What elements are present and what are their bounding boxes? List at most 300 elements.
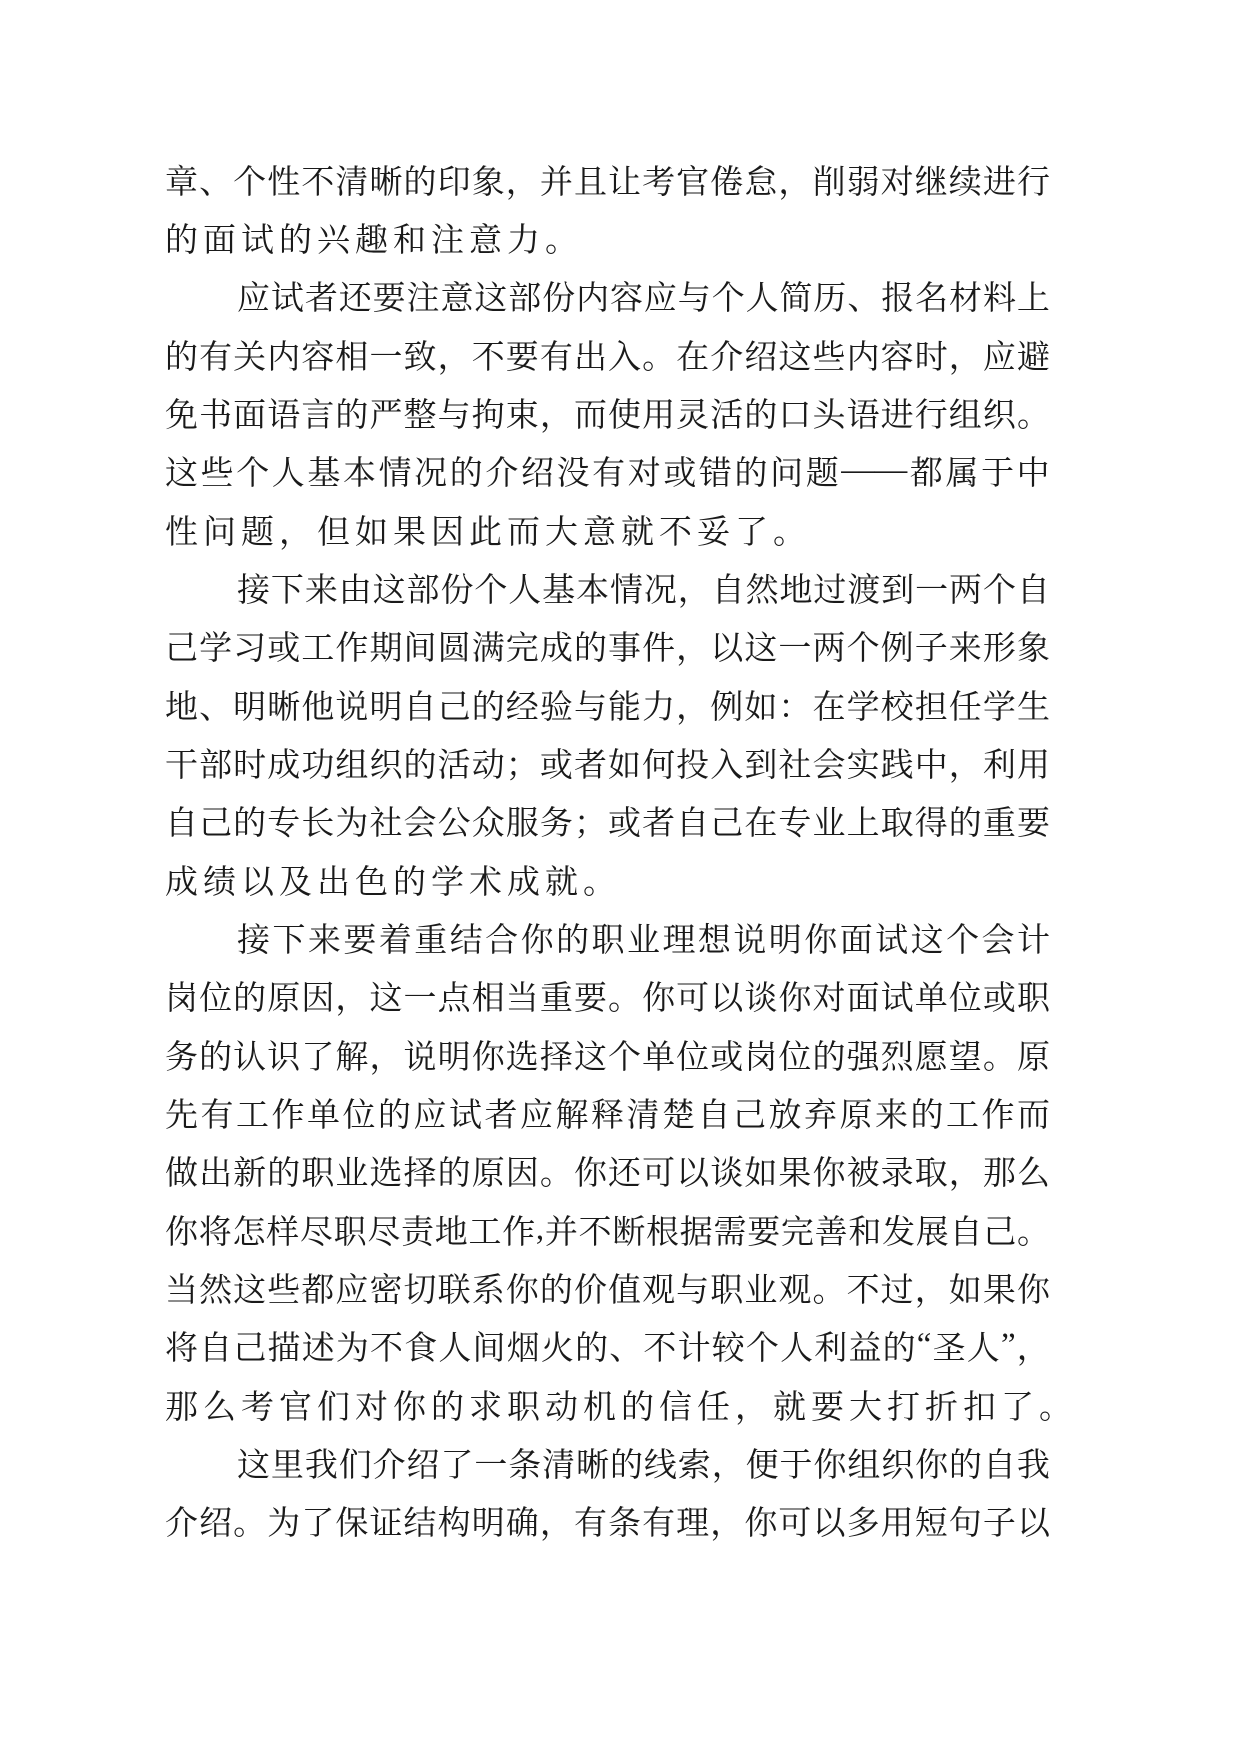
glyph: 选 bbox=[505, 1039, 539, 1076]
glyph: 会 bbox=[981, 922, 1015, 959]
glyph: 官 bbox=[676, 164, 710, 201]
glyph: 印 bbox=[437, 164, 471, 201]
glyph: 专 bbox=[267, 806, 301, 843]
glyph: 的 bbox=[267, 1156, 301, 1193]
glyph: 绩 bbox=[203, 864, 236, 901]
glyph: 中 bbox=[1016, 456, 1050, 493]
glyph: 选 bbox=[369, 1156, 403, 1193]
glyph: 观 bbox=[778, 1272, 812, 1309]
glyph: 介 bbox=[485, 456, 519, 493]
glyph: 然 bbox=[199, 1272, 233, 1309]
glyph: 应 bbox=[982, 339, 1016, 376]
glyph: 愿 bbox=[914, 1039, 948, 1076]
glyph: 。 bbox=[642, 339, 676, 376]
glyph: 重 bbox=[539, 981, 573, 1018]
glyph: 位 bbox=[342, 1097, 376, 1134]
glyph: 构 bbox=[437, 1506, 471, 1543]
glyph: 的 bbox=[812, 1039, 846, 1076]
glyph: 而 bbox=[507, 514, 540, 551]
glyph: 试 bbox=[875, 922, 909, 959]
glyph: 善 bbox=[814, 1214, 848, 1251]
glyph: 和 bbox=[848, 1214, 882, 1251]
glyph: 位 bbox=[676, 1039, 710, 1076]
glyph: 扣 bbox=[963, 1389, 996, 1426]
glyph: 些 bbox=[267, 1272, 301, 1309]
glyph: 例 bbox=[710, 689, 744, 726]
glyph: 行 bbox=[1016, 164, 1050, 201]
glyph: 时 bbox=[914, 339, 948, 376]
glyph: 据 bbox=[679, 1214, 713, 1251]
glyph: 以 bbox=[676, 1156, 710, 1193]
glyph: 生 bbox=[1016, 689, 1050, 726]
text-line bbox=[165, 617, 1050, 675]
glyph: 的 bbox=[609, 1447, 643, 1484]
glyph: 于 bbox=[981, 456, 1015, 493]
glyph: 在 bbox=[812, 689, 846, 726]
glyph: 验 bbox=[539, 689, 573, 726]
glyph: 自 bbox=[711, 572, 745, 609]
glyph: 官 bbox=[279, 1389, 312, 1426]
glyph: 择 bbox=[403, 1156, 437, 1193]
glyph: 根 bbox=[646, 1214, 680, 1251]
glyph: 大 bbox=[849, 1389, 882, 1426]
glyph: 这 bbox=[744, 631, 778, 668]
glyph: 要 bbox=[573, 981, 607, 1018]
glyph: 考 bbox=[241, 1389, 274, 1426]
glyph: 你 bbox=[165, 1214, 198, 1251]
glyph: 晰 bbox=[576, 1447, 610, 1484]
glyph: 应 bbox=[335, 1272, 369, 1309]
glyph: ； bbox=[573, 806, 607, 843]
glyph: 线 bbox=[643, 1447, 677, 1484]
glyph: 我 bbox=[304, 1447, 338, 1484]
glyph: 过 bbox=[880, 1272, 914, 1309]
glyph: 么 bbox=[203, 1389, 236, 1426]
glyph: 说 bbox=[733, 922, 767, 959]
glyph: 由 bbox=[338, 572, 372, 609]
glyph: 的 bbox=[279, 222, 312, 259]
glyph: 要 bbox=[343, 922, 377, 959]
glyph: 烈 bbox=[880, 1039, 914, 1076]
glyph: 被 bbox=[846, 1156, 880, 1193]
glyph: 得 bbox=[914, 806, 948, 843]
glyph: 的 bbox=[882, 1331, 916, 1368]
glyph: 打 bbox=[887, 1389, 920, 1426]
glyph: 削 bbox=[812, 164, 846, 201]
glyph: 就 bbox=[545, 864, 578, 901]
glyph: 作 bbox=[502, 1214, 536, 1251]
glyph: 章 bbox=[165, 164, 198, 201]
glyph: 属 bbox=[945, 456, 979, 493]
glyph: 与 bbox=[677, 281, 711, 318]
glyph: 的 bbox=[949, 1447, 983, 1484]
glyph: 业 bbox=[812, 806, 846, 843]
glyph: 注 bbox=[406, 281, 440, 318]
glyph: 然 bbox=[745, 572, 779, 609]
glyph: 个 bbox=[474, 572, 508, 609]
glyph: 学 bbox=[846, 689, 880, 726]
glyph: 面 bbox=[233, 397, 267, 434]
glyph: 不 bbox=[643, 1331, 677, 1368]
glyph: 到 bbox=[744, 747, 778, 784]
glyph: 。 bbox=[233, 1506, 267, 1543]
text-line bbox=[165, 558, 1050, 616]
glyph: ， bbox=[539, 1506, 573, 1543]
glyph: 活 bbox=[710, 397, 744, 434]
glyph: 此 bbox=[469, 514, 502, 551]
glyph: 但 bbox=[317, 514, 350, 551]
text-line bbox=[165, 1375, 1072, 1433]
glyph: 成 bbox=[165, 864, 198, 901]
glyph: 清 bbox=[542, 1447, 576, 1484]
glyph: 因 bbox=[301, 981, 335, 1018]
glyph: 大 bbox=[545, 514, 578, 551]
glyph: 弱 bbox=[846, 164, 880, 201]
glyph: 位 bbox=[778, 1039, 812, 1076]
glyph: 在 bbox=[744, 806, 778, 843]
glyph: 束 bbox=[505, 397, 539, 434]
glyph: 的 bbox=[199, 1039, 233, 1076]
glyph: 者 bbox=[642, 806, 676, 843]
glyph: 接 bbox=[237, 572, 270, 609]
glyph: 了 bbox=[301, 1039, 335, 1076]
glyph: 部 bbox=[406, 572, 440, 609]
glyph: 那 bbox=[982, 1156, 1016, 1193]
glyph: 、 bbox=[199, 164, 233, 201]
glyph: 有 bbox=[200, 1097, 234, 1134]
glyph: 作 bbox=[271, 1097, 305, 1134]
glyph: 料 bbox=[982, 281, 1016, 318]
glyph: 结 bbox=[403, 1506, 437, 1543]
glyph: 圆 bbox=[437, 631, 471, 668]
glyph: 点 bbox=[437, 981, 471, 1018]
glyph: 应 bbox=[237, 281, 270, 318]
glyph: 致 bbox=[403, 339, 437, 376]
glyph: 值 bbox=[608, 1272, 642, 1309]
glyph: 合 bbox=[485, 922, 519, 959]
glyph: 你 bbox=[471, 1039, 505, 1076]
glyph: 语 bbox=[846, 397, 880, 434]
glyph: 果 bbox=[982, 1272, 1016, 1309]
glyph: 基 bbox=[542, 572, 576, 609]
glyph: 性 bbox=[165, 514, 198, 551]
glyph: ， bbox=[914, 1272, 948, 1309]
glyph: 岗 bbox=[165, 981, 198, 1018]
glyph: 力 bbox=[507, 222, 540, 259]
glyph: 与 bbox=[676, 1272, 710, 1309]
glyph: 工 bbox=[946, 1097, 979, 1134]
glyph: 并 bbox=[539, 164, 573, 201]
glyph: 的 bbox=[744, 397, 778, 434]
glyph: 情 bbox=[378, 456, 412, 493]
glyph: 入 bbox=[710, 747, 744, 784]
glyph: 你 bbox=[642, 981, 676, 1018]
glyph: 社 bbox=[369, 806, 403, 843]
glyph: 内 bbox=[846, 339, 880, 376]
text-line bbox=[165, 1258, 1050, 1316]
glyph: 益 bbox=[848, 1331, 882, 1368]
glyph: 的 bbox=[948, 806, 982, 843]
glyph: 众 bbox=[471, 806, 505, 843]
glyph: 间 bbox=[403, 631, 437, 668]
glyph: 可 bbox=[642, 1156, 676, 1193]
text-line bbox=[165, 1433, 1050, 1491]
glyph: 观 bbox=[642, 1272, 676, 1309]
glyph: 释 bbox=[591, 1097, 624, 1134]
glyph: 出 bbox=[199, 1156, 233, 1193]
glyph: 务 bbox=[165, 1039, 198, 1076]
glyph: 担 bbox=[914, 689, 948, 726]
glyph: 应 bbox=[643, 281, 677, 318]
glyph: ， bbox=[437, 339, 471, 376]
glyph: 与 bbox=[573, 689, 607, 726]
glyph: 责 bbox=[401, 1214, 435, 1251]
glyph: 原 bbox=[839, 1097, 873, 1134]
glyph: —— bbox=[841, 452, 908, 489]
glyph: 基 bbox=[307, 456, 341, 493]
glyph: 条 bbox=[608, 1506, 642, 1543]
glyph: 对 bbox=[812, 981, 846, 1018]
glyph: 这 bbox=[778, 339, 812, 376]
glyph: 任 bbox=[697, 1389, 730, 1426]
glyph: 入 bbox=[608, 339, 642, 376]
glyph: 清 bbox=[626, 1097, 660, 1134]
glyph: 过 bbox=[813, 572, 847, 609]
glyph: 倦 bbox=[710, 164, 744, 201]
glyph: 的 bbox=[165, 339, 198, 376]
glyph: 不 bbox=[846, 1272, 880, 1309]
glyph: 两 bbox=[812, 631, 846, 668]
glyph: 试 bbox=[880, 981, 914, 1018]
glyph: 本 bbox=[576, 572, 610, 609]
glyph: 意 bbox=[440, 281, 474, 318]
glyph: 了 bbox=[301, 1506, 335, 1543]
glyph: 么 bbox=[1016, 1156, 1050, 1193]
glyph: 内 bbox=[576, 281, 610, 318]
glyph: 或 bbox=[608, 806, 642, 843]
glyph: 出 bbox=[317, 864, 350, 901]
glyph: 原 bbox=[471, 1156, 505, 1193]
glyph: 不 bbox=[301, 164, 335, 201]
glyph: 以 bbox=[710, 631, 744, 668]
glyph: 动 bbox=[471, 747, 505, 784]
glyph: 切 bbox=[403, 1272, 437, 1309]
glyph: 如 bbox=[355, 514, 388, 551]
glyph: 。 bbox=[608, 981, 642, 1018]
glyph: 这 bbox=[165, 456, 198, 493]
glyph: 个 bbox=[745, 1331, 779, 1368]
glyph: 折 bbox=[925, 1389, 958, 1426]
glyph: 因 bbox=[431, 514, 464, 551]
glyph: 单 bbox=[307, 1097, 340, 1134]
glyph: 作 bbox=[335, 631, 369, 668]
glyph: 保 bbox=[335, 1506, 369, 1543]
glyph: 还 bbox=[608, 1156, 642, 1193]
glyph: 机 bbox=[583, 1389, 616, 1426]
glyph: 一 bbox=[915, 572, 949, 609]
glyph: 弃 bbox=[804, 1097, 837, 1134]
glyph: 下 bbox=[272, 922, 306, 959]
glyph: 以 bbox=[812, 1506, 846, 1543]
glyph: 需 bbox=[713, 1214, 747, 1251]
glyph: 的 bbox=[233, 806, 267, 843]
glyph: 。 bbox=[545, 222, 578, 259]
glyph: ， bbox=[778, 164, 812, 201]
glyph: 干 bbox=[165, 747, 198, 784]
glyph: “ bbox=[916, 1327, 932, 1364]
glyph: 个 bbox=[233, 164, 267, 201]
glyph: 地 bbox=[165, 689, 198, 726]
glyph: 题 bbox=[241, 514, 274, 551]
text-line bbox=[165, 150, 1050, 208]
glyph: 长 bbox=[301, 806, 335, 843]
glyph: ： bbox=[778, 689, 812, 726]
glyph: 当 bbox=[165, 1272, 198, 1309]
glyph: ， bbox=[948, 339, 982, 376]
glyph: 你 bbox=[1016, 1272, 1050, 1309]
glyph: 的 bbox=[393, 864, 426, 901]
glyph: 的 bbox=[573, 631, 607, 668]
glyph: 那 bbox=[165, 1389, 198, 1426]
glyph: 想 bbox=[697, 922, 731, 959]
glyph: 能 bbox=[608, 689, 642, 726]
glyph: 结 bbox=[449, 922, 483, 959]
glyph: 个 bbox=[608, 1039, 642, 1076]
glyph: 个 bbox=[982, 572, 1016, 609]
glyph: 人 bbox=[271, 456, 305, 493]
glyph: 例 bbox=[880, 631, 914, 668]
glyph: 意 bbox=[583, 514, 616, 551]
glyph: 且 bbox=[573, 164, 607, 201]
glyph: 你 bbox=[520, 922, 554, 959]
glyph: 有 bbox=[539, 339, 573, 376]
text-line bbox=[165, 1200, 1050, 1258]
glyph: 况 bbox=[643, 572, 677, 609]
glyph: 关 bbox=[233, 339, 267, 376]
glyph: 有 bbox=[642, 1506, 676, 1543]
glyph: 己 bbox=[437, 689, 471, 726]
glyph: 使 bbox=[608, 397, 642, 434]
glyph: 言 bbox=[301, 397, 335, 434]
glyph: 的 bbox=[378, 1097, 411, 1134]
glyph: 对 bbox=[355, 1389, 388, 1426]
glyph: 的 bbox=[403, 747, 437, 784]
glyph: 个 bbox=[711, 281, 745, 318]
glyph: 份 bbox=[440, 572, 474, 609]
glyph: 子 bbox=[982, 1506, 1016, 1543]
glyph: 人 bbox=[508, 572, 542, 609]
text-line bbox=[165, 1317, 1050, 1375]
glyph: 位 bbox=[199, 981, 233, 1018]
glyph: 学 bbox=[982, 689, 1016, 726]
glyph: 识 bbox=[267, 1039, 301, 1076]
glyph: 中 bbox=[914, 747, 948, 784]
glyph: 明 bbox=[768, 922, 802, 959]
glyph: 来 bbox=[948, 631, 982, 668]
glyph: 当 bbox=[505, 981, 539, 1018]
glyph: 出 bbox=[573, 339, 607, 376]
glyph: 形 bbox=[982, 631, 1016, 668]
glyph: 如 bbox=[948, 1272, 982, 1309]
glyph: 自 bbox=[949, 1214, 983, 1251]
glyph: 样 bbox=[266, 1214, 300, 1251]
glyph: 工 bbox=[468, 1214, 502, 1251]
glyph: 功 bbox=[301, 747, 335, 784]
glyph: 个 bbox=[946, 922, 980, 959]
glyph: 你 bbox=[744, 1506, 778, 1543]
glyph: 的 bbox=[165, 222, 198, 259]
glyph: 而 bbox=[573, 397, 607, 434]
glyph: 为 bbox=[335, 1331, 369, 1368]
glyph: 介 bbox=[372, 1447, 406, 1484]
glyph: 描 bbox=[267, 1331, 301, 1368]
glyph: 。 bbox=[982, 1039, 1016, 1076]
glyph: 。 bbox=[1039, 1389, 1072, 1426]
glyph: 的 bbox=[556, 922, 590, 959]
glyph: 谈 bbox=[744, 981, 778, 1018]
glyph: 有 bbox=[199, 339, 233, 376]
glyph: ， bbox=[1016, 1331, 1050, 1368]
glyph: 做 bbox=[165, 1156, 198, 1193]
glyph: 到 bbox=[881, 572, 915, 609]
glyph: 明 bbox=[437, 1039, 471, 1076]
glyph: 自 bbox=[676, 806, 710, 843]
glyph: 绍 bbox=[406, 1447, 440, 1484]
text-line bbox=[165, 850, 1050, 908]
glyph: 强 bbox=[846, 1039, 880, 1076]
glyph: 的 bbox=[437, 1156, 471, 1193]
glyph: 职 bbox=[333, 1214, 367, 1251]
glyph: 原 bbox=[1016, 1039, 1050, 1076]
glyph: 清 bbox=[335, 164, 369, 201]
glyph: 业 bbox=[626, 922, 660, 959]
glyph: 介 bbox=[710, 339, 744, 376]
glyph: 人 bbox=[780, 1331, 814, 1368]
glyph: 考 bbox=[642, 164, 676, 201]
glyph: 期 bbox=[369, 631, 403, 668]
glyph: 。 bbox=[1016, 397, 1050, 434]
glyph: 学 bbox=[199, 631, 233, 668]
glyph: 了 bbox=[1001, 1389, 1034, 1426]
glyph: 位 bbox=[948, 981, 982, 1018]
glyph: 个 bbox=[236, 456, 270, 493]
glyph: 自 bbox=[1016, 572, 1050, 609]
glyph: 的 bbox=[403, 164, 437, 201]
glyph: 这 bbox=[233, 1272, 267, 1309]
glyph: 人 bbox=[745, 281, 779, 318]
glyph: 证 bbox=[369, 1506, 403, 1543]
glyph: 尽 bbox=[367, 1214, 401, 1251]
glyph: 对 bbox=[627, 456, 661, 493]
glyph: 时 bbox=[233, 747, 267, 784]
text-line bbox=[165, 1083, 1050, 1141]
glyph: 注 bbox=[431, 222, 464, 259]
glyph: 的 bbox=[539, 1272, 573, 1309]
glyph: 放 bbox=[768, 1097, 802, 1134]
glyph: 烟 bbox=[506, 1331, 540, 1368]
glyph: 校 bbox=[880, 689, 914, 726]
glyph: 你 bbox=[804, 922, 838, 959]
glyph: 信 bbox=[659, 1389, 692, 1426]
glyph: 免 bbox=[165, 397, 198, 434]
glyph: 索 bbox=[677, 1447, 711, 1484]
glyph: 作 bbox=[981, 1097, 1015, 1134]
glyph: 原 bbox=[267, 981, 301, 1018]
glyph: 你 bbox=[813, 1447, 847, 1484]
glyph: 明 bbox=[369, 689, 403, 726]
glyph: 发 bbox=[882, 1214, 916, 1251]
glyph: 我 bbox=[1016, 1447, 1050, 1484]
